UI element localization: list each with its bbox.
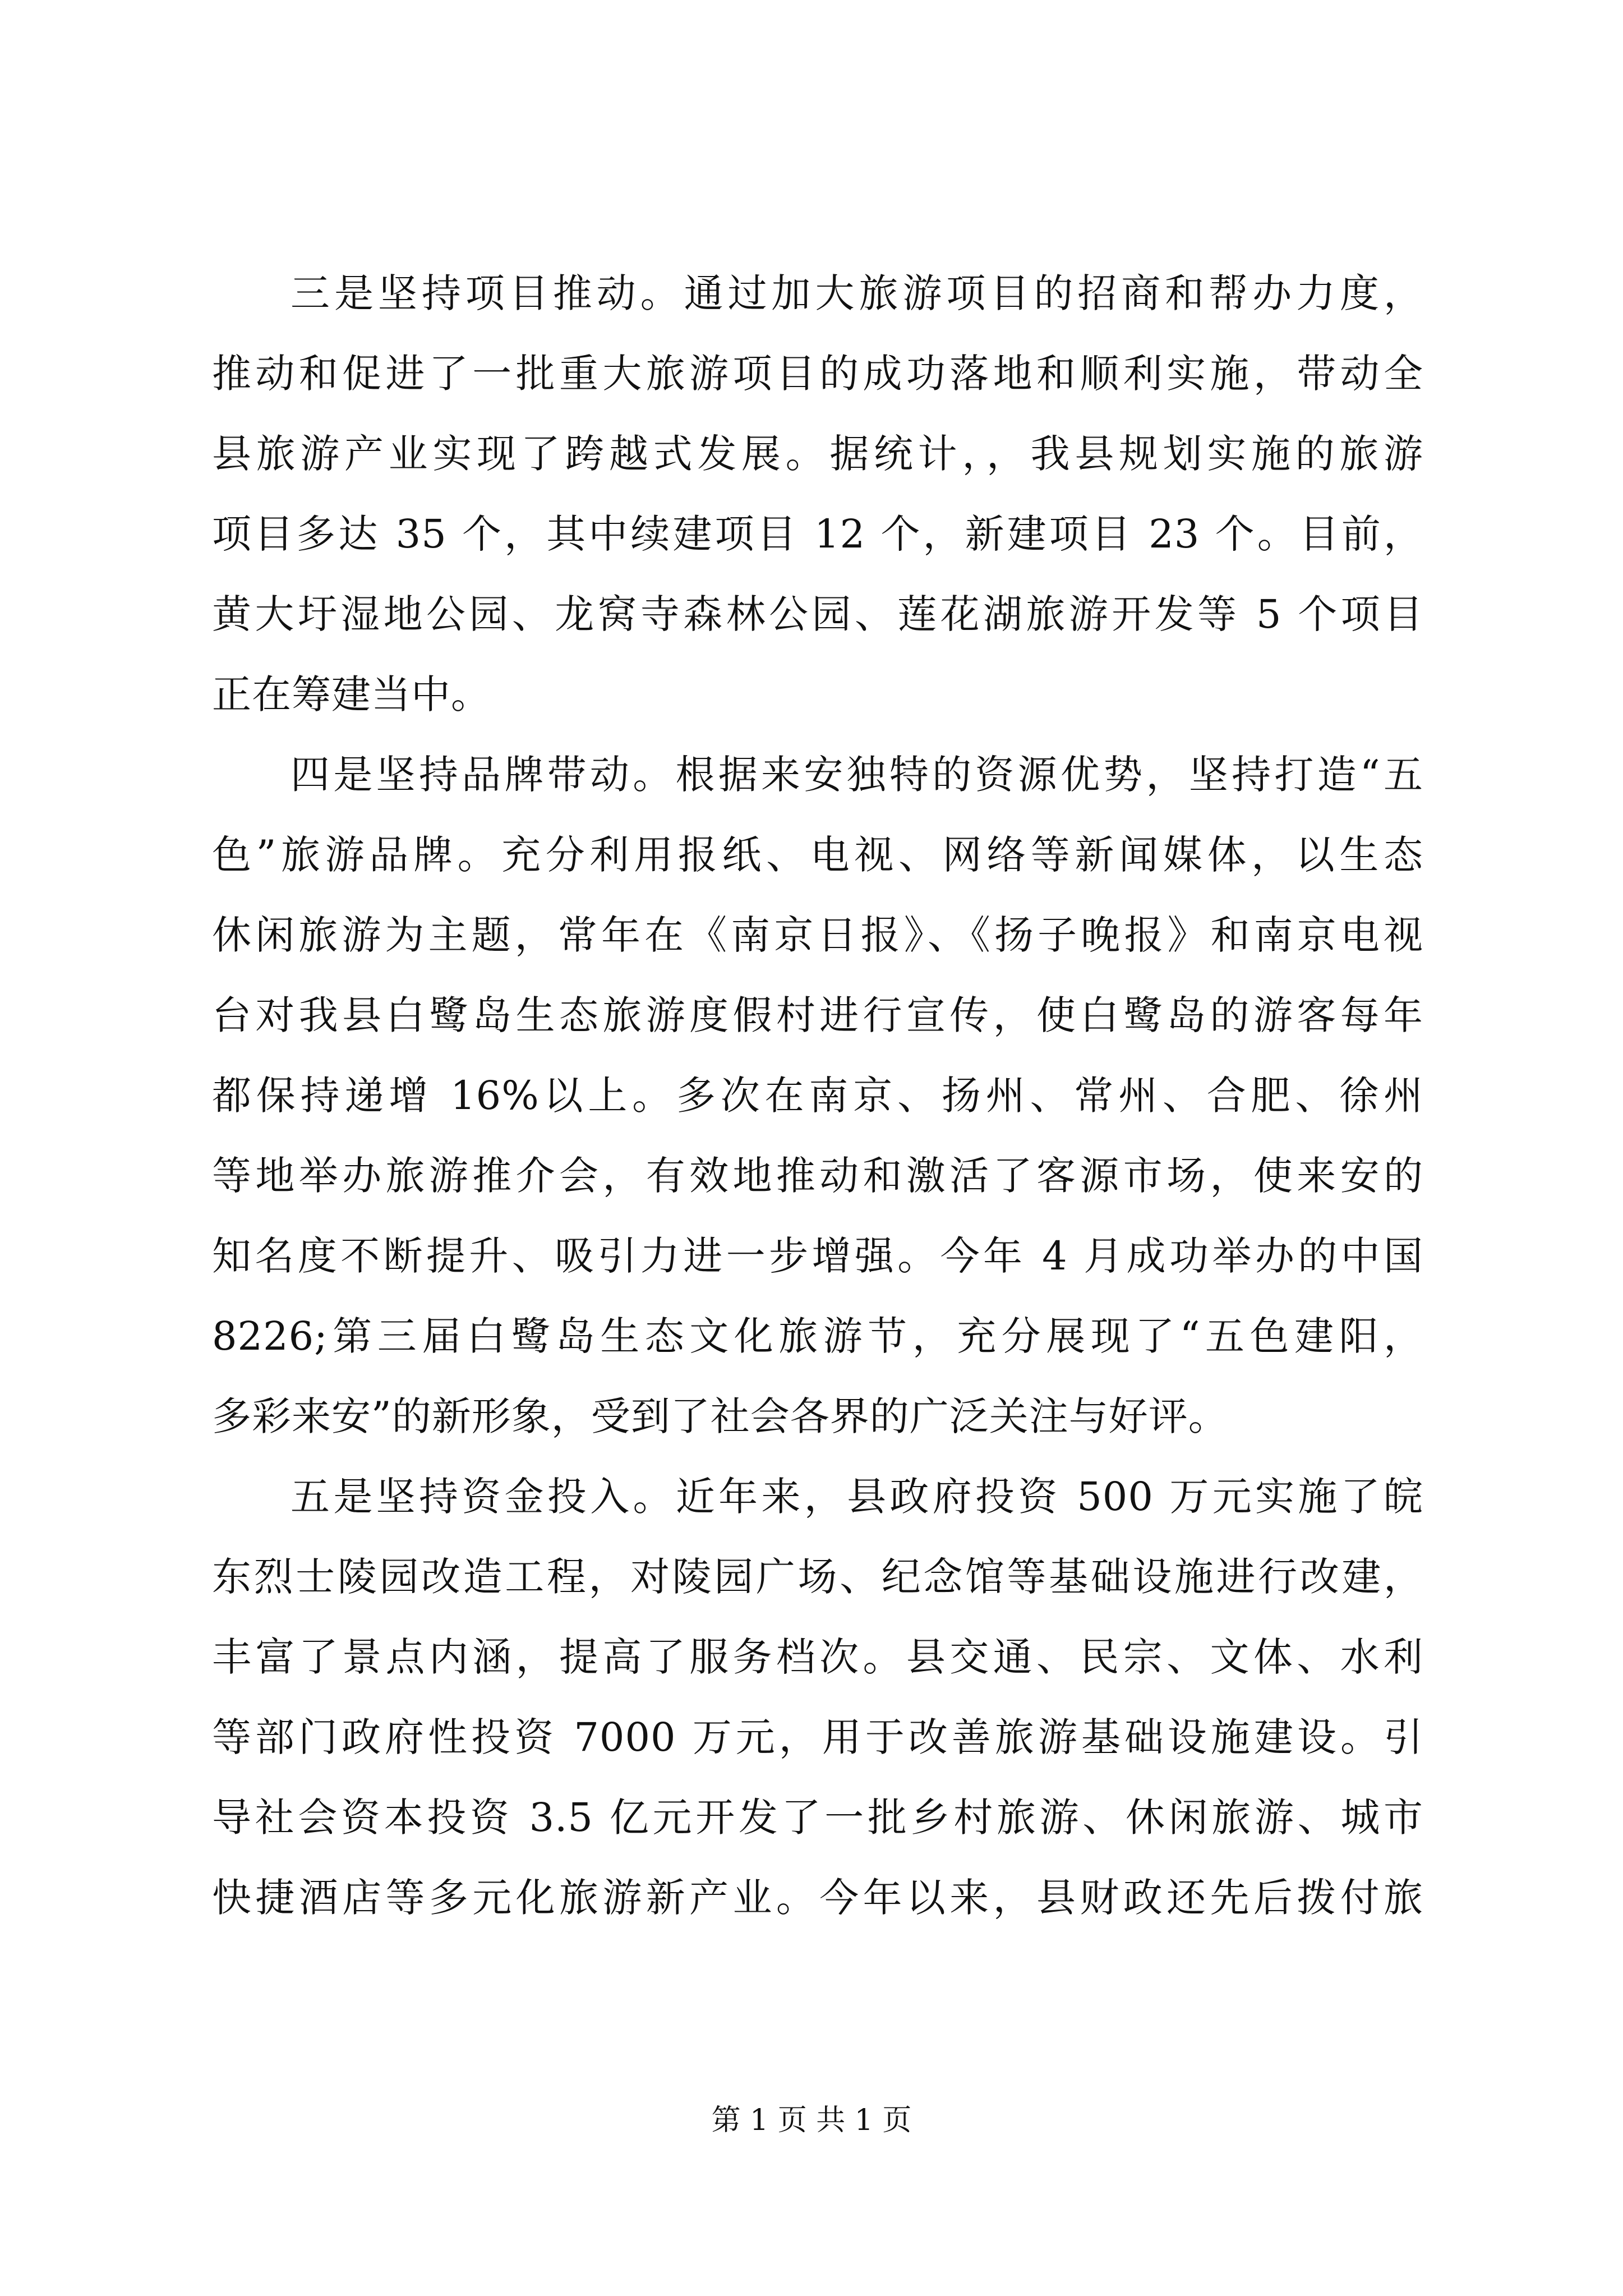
paragraph-line: 多彩来安”的新形象，受到了社会各界的广泛关注与好评。 bbox=[212, 1393, 1228, 1439]
paragraph-line: 丰富了景点内涵，提高了服务档次。县交通、民宗、文体、水利 bbox=[212, 1634, 1423, 1680]
paragraph-line: 项目多达 35 个，其中续建项目 12 个，新建项目 23 个。目前， bbox=[212, 511, 1423, 557]
paragraph-line: 等部门政府性投资 7000 万元，用于改善旅游基础设施建设。引 bbox=[212, 1714, 1423, 1760]
paragraph-line: 色”旅游品牌。充分利用报纸、电视、网络等新闻媒体，以生态 bbox=[212, 832, 1423, 878]
paragraph-line: 东烈士陵园改造工程，对陵园广场、纪念馆等基础设施进行改建， bbox=[212, 1554, 1423, 1600]
paragraph-line: 快捷酒店等多元化旅游新产业。今年以来，县财政还先后拨付旅 bbox=[212, 1875, 1423, 1921]
paragraph-line: 休闲旅游为主题，常年在《南京日报》、《扬子晚报》和南京电视 bbox=[212, 912, 1423, 958]
paragraph-line: 推动和促进了一批重大旅游项目的成功落地和顺利实施，带动全 bbox=[212, 351, 1423, 397]
page-footer: 第 1 页 共 1 页 bbox=[711, 2104, 912, 2137]
paragraph-line: 正在筹建当中。 bbox=[212, 671, 491, 717]
paragraph-line: 台对我县白鹭岛生态旅游度假村进行宣传，使白鹭岛的游客每年 bbox=[212, 992, 1423, 1038]
paragraph-line: 四是坚持品牌带动。根据来安独特的资源优势，坚持打造“五 bbox=[291, 752, 1423, 798]
paragraph-line: 等地举办旅游推介会，有效地推动和激活了客源市场，使来安的 bbox=[212, 1153, 1423, 1199]
paragraph-line: 县旅游产业实现了跨越式发展。据统计，，我县规划实施的旅游 bbox=[212, 431, 1423, 477]
paragraph-line: 都保持递增 16%以上。多次在南京、扬州、常州、合肥、徐州 bbox=[212, 1073, 1423, 1119]
paragraph-line: 导社会资本投资 3.5 亿元开发了一批乡村旅游、休闲旅游、城市 bbox=[212, 1795, 1423, 1841]
paragraph-line: 知名度不断提升、吸引力进一步增强。今年 4 月成功举办的中国 bbox=[212, 1233, 1423, 1279]
paragraph-line: 五是坚持资金投入。近年来，县政府投资 500 万元实施了皖 bbox=[291, 1474, 1423, 1520]
paragraph-line: 黄大圩湿地公园、龙窝寺森林公园、莲花湖旅游开发等 5 个项目 bbox=[212, 591, 1423, 637]
document-body bbox=[212, 254, 1423, 1938]
paragraph-line: 8226;第三届白鹭岛生态文化旅游节，充分展现了“五色建阳， bbox=[212, 1313, 1423, 1359]
paragraph-line: 三是坚持项目推动。通过加大旅游项目的招商和帮办力度， bbox=[291, 270, 1423, 316]
